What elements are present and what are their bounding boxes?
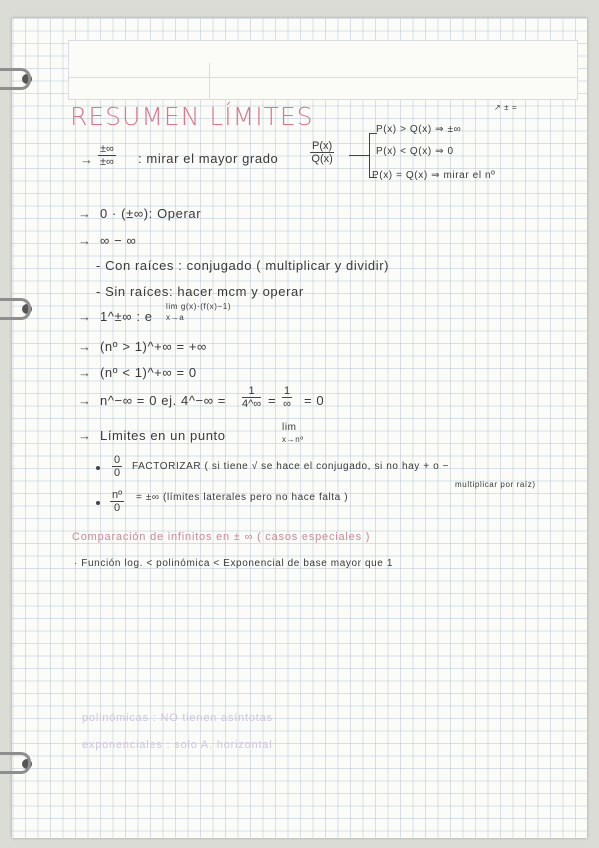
page-title: RESUMEN LÍMITES xyxy=(70,102,314,131)
con-raices: - Con raíces : conjugado ( multiplicar y dividir) xyxy=(96,258,390,273)
inf-over-inf-text: : mirar el mayor grado xyxy=(138,151,279,166)
case-greater: P(x) > Q(x) ⇒ ±∞ xyxy=(376,124,462,135)
fraction-denominator: 0 xyxy=(114,467,121,479)
fraction-denominator: 0 xyxy=(114,502,121,514)
fraction-zero-zero xyxy=(112,454,122,479)
n-neg-inf: n^−∞ = 0 ej. 4^−∞ = xyxy=(100,393,226,408)
zero-over-zero-continuation: multiplicar por raíz) xyxy=(455,480,536,489)
lim-label: lim xyxy=(282,422,297,433)
fraction-denominator: ±∞ xyxy=(100,156,114,168)
bullet-icon xyxy=(96,501,100,505)
side-note: ↗ ± = xyxy=(494,103,518,112)
arrow-icon: → xyxy=(78,206,92,221)
fraction-numerator: 1 xyxy=(242,385,261,398)
arrow-icon: → xyxy=(78,365,92,380)
fraction-numerator: nº xyxy=(112,489,123,501)
inf-minus-inf: ∞ − ∞ xyxy=(100,233,137,248)
fraction-one-over-4inf xyxy=(242,385,261,410)
lim-sub: x→nº xyxy=(282,435,304,444)
arrow-icon: → xyxy=(78,339,92,354)
fraction-p-over-q xyxy=(310,140,334,165)
arrow-icon: → xyxy=(78,393,92,408)
case-less: P(x) < Q(x) ⇒ 0 xyxy=(376,146,454,157)
fraction-numerator: 0 xyxy=(114,454,121,466)
fraction-inf-inf xyxy=(98,143,116,168)
fraction-n-zero xyxy=(110,489,124,514)
zero-over-zero-text: FACTORIZAR ( si tiene √ se hace el conjugado, si no hay + o − xyxy=(132,461,450,472)
comparison-heading: Comparación de infinitos en ± ∞ ( casos especiales ) xyxy=(72,531,371,543)
arrow-icon: → xyxy=(80,152,94,167)
binder-ring xyxy=(0,752,31,774)
arrow-icon: → xyxy=(78,233,92,248)
n-greater-one: (nº > 1)^+∞ = +∞ xyxy=(100,339,207,354)
bracket xyxy=(369,133,370,177)
arrow-icon: → xyxy=(78,428,92,443)
n-less-one: (nº < 1)^+∞ = 0 xyxy=(100,365,197,380)
one-to-inf: 1^±∞ : e xyxy=(100,309,153,324)
n-over-zero-text: = ±∞ (límites laterales pero no hace falta ) xyxy=(136,492,349,503)
fraction-numerator: ±∞ xyxy=(100,143,114,155)
fraction-denominator: ∞ xyxy=(283,398,291,410)
fraction-numerator: P(x) xyxy=(312,140,333,152)
fraction-numerator: 1 xyxy=(284,385,291,397)
binder-ring xyxy=(0,68,31,90)
header-box xyxy=(68,40,578,100)
fraction-denominator: 4^∞ xyxy=(242,398,262,410)
faint-note: polinómicas : NO tienen asíntotas xyxy=(82,712,273,724)
faint-note: exponenciales : solo A. horizontal xyxy=(82,739,273,751)
limits-in-point: Límites en un punto xyxy=(100,428,226,443)
bullet-icon xyxy=(96,466,100,470)
n-neg-inf-result: = 0 xyxy=(304,393,325,408)
binder-ring xyxy=(0,298,31,320)
sin-raices: - Sin raíces: hacer mcm y operar xyxy=(96,284,304,299)
equals-sign: = xyxy=(268,393,277,408)
fraction-denominator: Q(x) xyxy=(311,153,333,165)
one-to-inf-sub: x→a xyxy=(166,313,185,322)
one-to-inf-exponent: lim g(x)·(f(x)−1) xyxy=(166,302,232,311)
case-equal: P(x) = Q(x) ⇒ mirar el nº xyxy=(372,170,496,181)
fraction-one-over-inf xyxy=(282,385,292,410)
zero-times-inf: 0 · (±∞): Operar xyxy=(100,206,202,221)
comparison-bullet: · Función log. < polinómica < Exponencial de base mayor que 1 xyxy=(74,558,393,569)
arrow-icon: → xyxy=(78,309,92,324)
bracket-stem xyxy=(349,155,369,156)
